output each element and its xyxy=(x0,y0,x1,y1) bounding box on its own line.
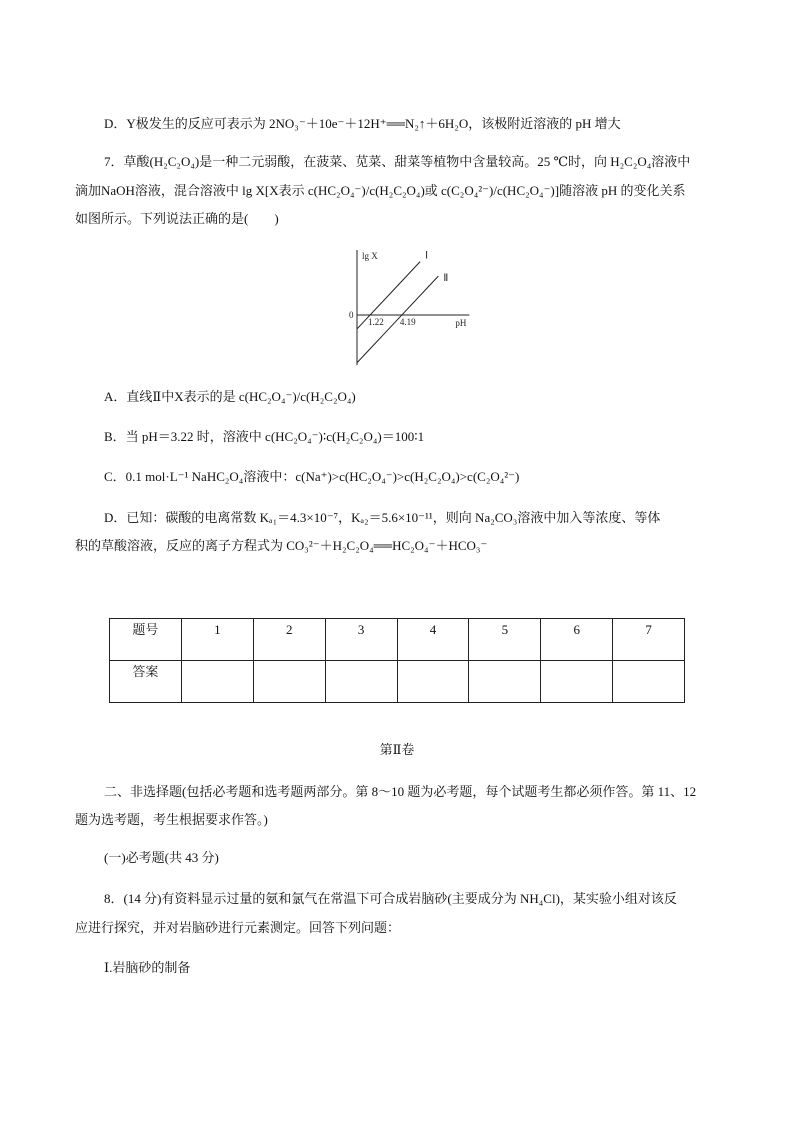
origin-label: 0 xyxy=(349,310,354,320)
section-title: 第Ⅱ卷 xyxy=(379,742,415,757)
q7-option-c: C．0.1 mol·L⁻¹ NaHC₂O₄溶液中：c(Na⁺)>c(HC₂O₄⁻)>c(H₂C₂O₄)>c(C₂O₄²⁻) xyxy=(104,469,520,484)
answer-table xyxy=(109,618,685,703)
answer-cell-4 xyxy=(397,661,469,703)
header-cell-2: 2 xyxy=(253,619,325,661)
answer-cell-3 xyxy=(325,661,397,703)
answer-cell-7 xyxy=(613,661,685,703)
answer-cell-2 xyxy=(253,661,325,703)
answer-table-header-row xyxy=(110,619,685,661)
header-cell-6: 6 xyxy=(541,619,613,661)
part2-intro-line-1: 二、非选择题(包括必考题和选考题两部分。第 8～10 题为必考题，每个试题考生都必须作答。第 11、12 xyxy=(104,784,697,799)
part2-subsection: (一)必考题(共 43 分) xyxy=(104,850,219,865)
q7-option-d-line-2: 积的草酸溶液，反应的离子方程式为 CO₃²⁻＋H₂C₂O₄══HC₂O₄⁻＋HCO₃⁻ xyxy=(75,538,488,553)
lgx-ph-chart xyxy=(340,245,475,370)
answer-cell-5 xyxy=(469,661,541,703)
q7-stem-line-3: 如图所示。下列说法正确的是( ) xyxy=(75,211,279,226)
series-label-1: Ⅰ xyxy=(425,250,429,262)
header-cell-5: 5 xyxy=(469,619,541,661)
q7-option-b: B．当 pH＝3.22 时，溶液中 c(HC₂O₄⁻)∶c(H₂C₂O₄)＝100∶1 xyxy=(104,429,425,444)
x-tick-label-2: 4.19 xyxy=(399,317,416,327)
answer-row-label: 答案 xyxy=(110,661,182,703)
header-cell-3: 3 xyxy=(325,619,397,661)
header-cell-label: 题号 xyxy=(110,619,182,661)
part2-intro-line-2: 题为选考题，考生根据要求作答。) xyxy=(75,812,268,827)
series-label-2: Ⅱ xyxy=(443,273,449,285)
answer-cell-1 xyxy=(181,661,253,703)
header-cell-7: 7 xyxy=(613,619,685,661)
q7-stem-line-1: 7．草酸(H₂C₂O₄)是一种二元弱酸，在菠菜、苋菜、甜菜等植物中含量较高。25 ℃时，向 H₂C₂O₄溶液中 xyxy=(104,154,691,169)
answer-table-answer-row xyxy=(110,661,685,703)
q8-line-2: 应进行探究，并对岩脑砂进行元素测定。回答下列问题： xyxy=(75,920,401,935)
x-tick-label-1: 1.22 xyxy=(368,317,384,327)
header-cell-1: 1 xyxy=(181,619,253,661)
header-cell-4: 4 xyxy=(397,619,469,661)
q8-part-heading: Ⅰ.岩脑砂的制备 xyxy=(104,960,191,975)
q7-option-d-line-1: D．已知：碳酸的电离常数 Kₐ₁＝4.3×10⁻⁷，Kₐ₂＝5.6×10⁻¹¹，则向 Na₂CO₃溶液中加入等浓度、等体 xyxy=(104,510,661,525)
y-axis-label: lg X xyxy=(362,251,378,262)
q7-stem-line-2: 滴加NaOH溶液，混合溶液中 lg X[X表示 c(HC₂O₄⁻)/c(H₂C₂O₄)或 c(C₂O₄²⁻)/c(HC₂O₄⁻)]随溶液 pH 的变化关系 xyxy=(75,183,686,198)
x-axis-label: pH xyxy=(455,318,467,328)
q8-line-1: 8．(14 分)有资料显示过量的氨和氯气在常温下可合成岩脑砂(主要成分为 NH₄Cl)，某实验小组对该反 xyxy=(104,891,677,906)
q7-option-a: A．直线Ⅱ中X表示的是 c(HC₂O₄⁻)/c(H₂C₂O₄) xyxy=(104,389,356,404)
answer-cell-6 xyxy=(541,661,613,703)
q6-option-d: D．Y极发生的反应可表示为 2NO₃⁻＋10e⁻＋12H⁺══N₂↑＋6H₂O，该极附近溶液的 pH 增大 xyxy=(104,116,621,131)
